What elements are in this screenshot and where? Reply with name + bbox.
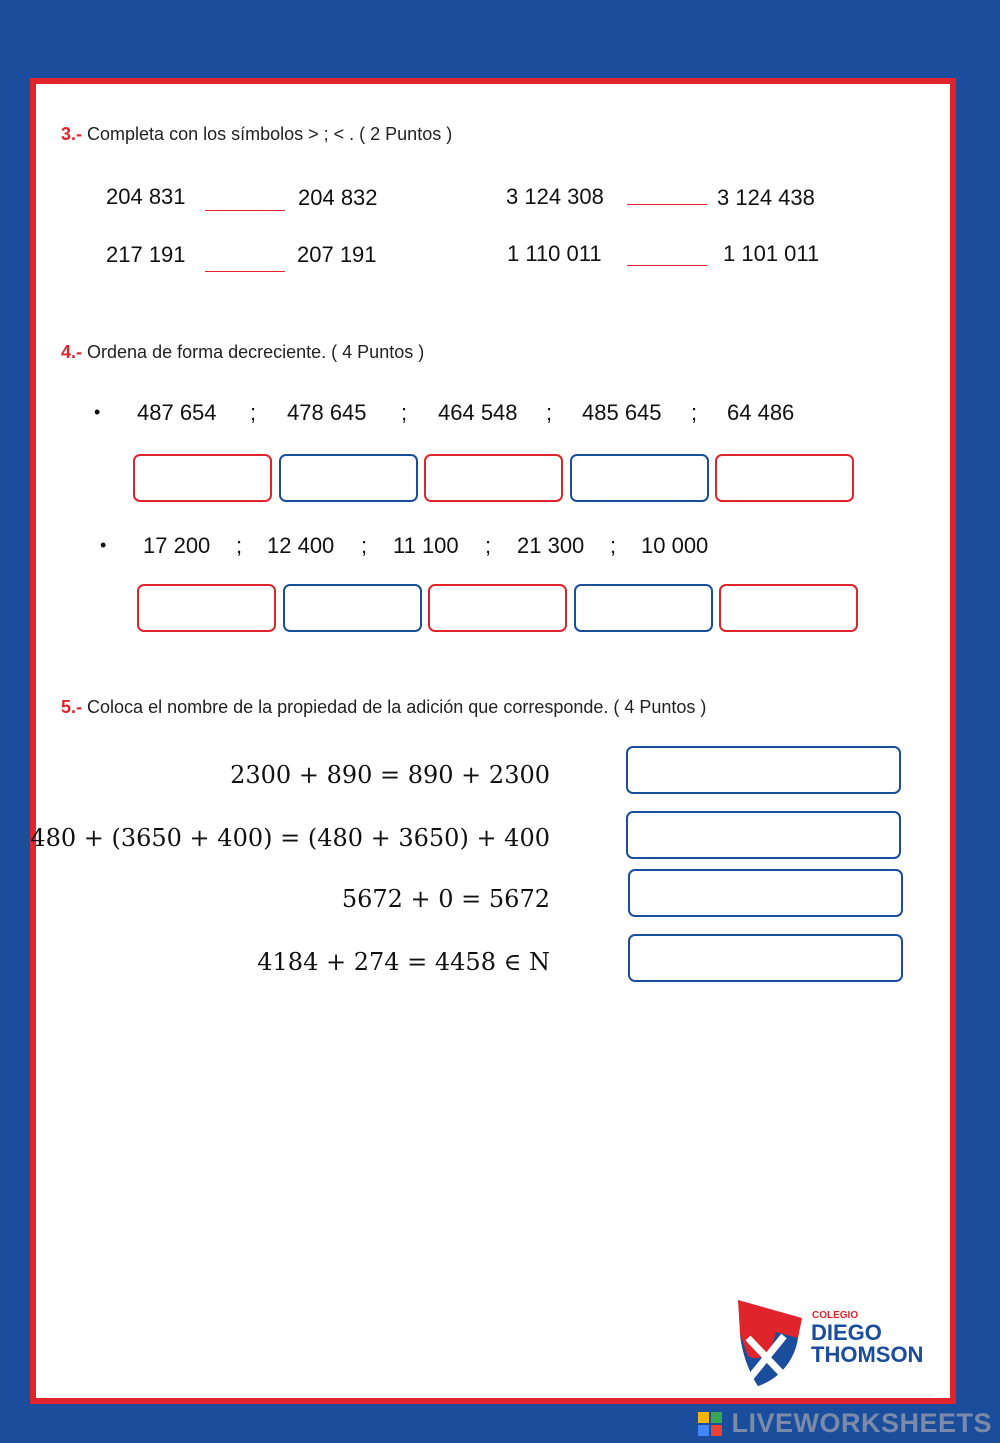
q5-text: Coloca el nombre de la propiedad de la adición que corresponde. ( 4 Puntos ) xyxy=(87,697,707,717)
footer-brand[interactable]: LIVEWORKSHEETS xyxy=(731,1408,992,1438)
logo-small-text: COLEGIO xyxy=(812,1310,859,1321)
q4-row1-answer-box-4[interactable] xyxy=(570,454,709,502)
q4-row2-sep: ; xyxy=(361,533,368,558)
q5-answer-box-4[interactable] xyxy=(628,934,903,982)
q5-equation-closure: 4184 + 274 = 4458 ∈ N xyxy=(257,948,550,976)
worksheet-page xyxy=(30,78,956,1404)
q4-row1-sep: ; xyxy=(546,400,553,425)
school-logo xyxy=(736,1294,946,1389)
logo-line1: DIEGO xyxy=(811,1320,882,1345)
q5-equation-associative: 480 + (3650 + 400) = (480 + 3650) + 400 xyxy=(30,824,550,852)
q5-equation-identity: 5672 + 0 = 5672 xyxy=(341,885,550,913)
q4-row2-answer-box-4[interactable] xyxy=(574,584,713,632)
q4-row2-sep: ; xyxy=(610,533,617,558)
q4-row2-answer-box-2[interactable] xyxy=(283,584,422,632)
q3-title xyxy=(61,124,452,145)
q3-text: Completa con los símbolos > ; < . ( 2 Puntos ) xyxy=(87,124,453,144)
q4-row2-answer-box-5[interactable] xyxy=(719,584,858,632)
q3-pair4-left: 1 110 011 xyxy=(507,241,602,266)
q3-pair3-blank[interactable] xyxy=(627,204,707,205)
q4-row1-value: 487 654 xyxy=(137,400,217,425)
q3-number: 3.- xyxy=(61,124,83,144)
q4-row2-value: 17 200 xyxy=(143,533,211,558)
q4-row2-value: 10 000 xyxy=(641,533,709,558)
q4-title xyxy=(61,342,424,363)
q3-pair4-right: 1 101 011 xyxy=(723,241,820,266)
q4-row1-answer-box-3[interactable] xyxy=(424,454,563,502)
footer-logo-icon xyxy=(698,1412,722,1441)
q4-row1-value: 485 645 xyxy=(582,400,662,425)
q4-row1-sep: ; xyxy=(401,400,408,425)
q3-pair2-left: 217 191 xyxy=(106,242,186,267)
q3-pair3-right: 3 124 438 xyxy=(717,185,815,210)
q3-pair3-left: 3 124 308 xyxy=(506,184,604,209)
q5-answer-box-2[interactable] xyxy=(626,811,901,859)
q4-row2-answer-box-3[interactable] xyxy=(428,584,567,632)
q3-pair4-blank[interactable] xyxy=(627,265,707,266)
q4-row1-value: 464 548 xyxy=(438,400,518,425)
shield-logo-icon xyxy=(736,1294,806,1389)
q4-row1-sep: ; xyxy=(691,400,698,425)
q4-row2-value: 21 300 xyxy=(517,533,585,558)
q4-row2-sep: ; xyxy=(236,533,243,558)
q4-number: 4.- xyxy=(61,342,83,362)
q4-row2-bullet: • xyxy=(100,535,107,555)
q4-row1-bullet: • xyxy=(94,402,101,422)
q5-answer-box-1[interactable] xyxy=(626,746,901,794)
logo-line2: THOMSON xyxy=(811,1342,924,1367)
q4-row1-sep: ; xyxy=(250,400,257,425)
q4-row2-sep: ; xyxy=(485,533,492,558)
q5-title xyxy=(61,697,706,718)
q3-pair1-left: 204 831 xyxy=(106,184,186,209)
q4-row2-value: 11 100 xyxy=(393,533,459,558)
q3-pair1-blank[interactable] xyxy=(205,210,285,211)
q5-equation-commutative: 2300 + 890 = 890 + 2300 xyxy=(230,761,550,789)
q4-row1-answer-box-2[interactable] xyxy=(279,454,418,502)
q5-number: 5.- xyxy=(61,697,83,717)
q4-row2-value: 12 400 xyxy=(267,533,335,558)
q5-answer-box-3[interactable] xyxy=(628,869,903,917)
q4-row1-answer-box-5[interactable] xyxy=(715,454,854,502)
q3-pair1-right: 204 832 xyxy=(298,185,378,210)
q4-row2-answer-box-1[interactable] xyxy=(137,584,276,632)
q3-pair2-blank[interactable] xyxy=(205,271,285,272)
q4-row1-value: 478 645 xyxy=(287,400,367,425)
q4-row1-value: 64 486 xyxy=(727,400,795,425)
q3-pair2-right: 207 191 xyxy=(297,242,377,267)
q4-row1-answer-box-1[interactable] xyxy=(133,454,272,502)
q4-text: Ordena de forma decreciente. ( 4 Puntos ) xyxy=(87,342,425,362)
